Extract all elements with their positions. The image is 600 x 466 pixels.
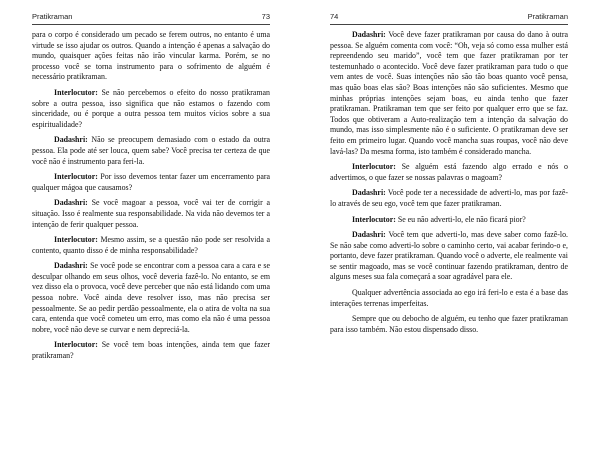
page-body (330, 30, 568, 340)
paragraph: Interlocutor: Se alguém está fazendo algo errado e nós o advertimos, o que fazer se nossas palavras o magoam? (330, 162, 568, 182)
speaker-label: Dadashri: (54, 261, 88, 271)
running-header-title: Pratikraman (527, 12, 568, 21)
paragraph: Dadashri: Se você magoar a pessoa, você vai ter de corrigir a situação. Isso é realmente sua responsabilidade. Na vida não devemos ter a intenção de ferir qualquer pessoa. (32, 198, 270, 229)
paragraph: para o corpo é considerado um pecado se ferem outros, no entanto é uma virtude se isso ajudar os outros. Quando a intenção é apenas a salvação do mundo, quaisquer ações feitas não irão vincular karma. Porém, se no processo você se torna instrumento para o sofrimento de alguém é necessário pratikraman. (32, 30, 270, 82)
header-rule (32, 24, 270, 25)
paragraph: Dadashri: Você pode ter a necessidade de adverti-lo, mas por fazê-lo através de seu ego, você tem que fazer pratikraman. (330, 188, 568, 208)
speaker-label: Interlocutor: (54, 340, 98, 350)
speaker-label: Interlocutor: (54, 172, 98, 182)
speaker-label: Interlocutor: (54, 235, 98, 245)
paragraph: Interlocutor: Se não percebemos o efeito do nosso pratikraman sobre a outra pessoa, isso significa que não estamos o fazendo com sinceridade, ou é porque a outra pessoa tem muitos vícios sobre a sua espiritualidade? (32, 87, 270, 129)
paragraph: Interlocutor: Se eu não adverti-lo, ele não ficará pior? (352, 214, 526, 224)
speaker-label: Interlocutor: (352, 162, 396, 172)
speaker-label: Dadashri: (54, 198, 88, 208)
page-number: 74 (330, 12, 339, 21)
right-page (300, 0, 600, 466)
speaker-label: Interlocutor: (54, 87, 98, 97)
header-rule (330, 24, 568, 25)
paragraph: Interlocutor: Mesmo assim, se a questão não pode ser resolvida a contento, quanto disso é de minha responsabilidade? (32, 235, 270, 255)
page-body (32, 30, 270, 367)
speaker-label: Dadashri: (352, 188, 386, 198)
paragraph: Dadashri: Você deve fazer pratikraman por causa do dano à outra pessoa. Se alguém comenta com você: “Oh, veja só como essa mulher está repreendendo seu marido”, você tem que fazer pratikraman por ter testemunhado o acontecido. Você deve fazer pratikraman para tudo o que vem antes de você. Suas intenções não são tão boas quanto você pensa, mas quão boas elas são? Boas intenções não são suficientes. Mesmo que minhas próprias intenções sejam boas, eu ainda tenho que fazer pratikraman. Pratikraman tem que ser feito por qualquer erro que se faz. Todos que obtiveram a Auto-realização tem a intenção da salvação do mundo, mas isso simplesmente não é o suficiente. O pratikraman deve ser feito em primeiro lugar. Quando você mancha suas roupas, você não deve lavá-las? Da mesma forma, isto também é considerado mancha. (330, 30, 568, 156)
running-header-title: Pratikraman (32, 12, 73, 21)
paragraph: Sempre que ou debocho de alguém, eu tenho que fazer pratikraman para isso também. Não estou dispensado disso. (330, 314, 568, 334)
paragraph: Interlocutor: Se você tem boas intenções, ainda tem que fazer pratikraman? (32, 340, 270, 361)
speaker-label: Dadashri: (352, 30, 386, 39)
speaker-label: Dadashri: (352, 230, 386, 240)
paragraph: Interlocutor: Por isso devemos tentar fazer um encerramento para qualquer mágoa que causamos? (32, 172, 270, 192)
speaker-label: Dadashri: (54, 135, 88, 145)
paragraph: Dadashri: Você tem que adverti-lo, mas deve saber como fazê-lo. Se não sabe como adverti-lo sobre o caminho certo, vai acabar ferindo-o e, portanto, deve fazer pratikraman. Quando você o adverte, ele realmente vai se sentir magoado, mas se você continuar fazendo pratikraman, dentro de alguns meses sua fala começará a soar agradável para ele. (330, 230, 568, 282)
page-number: 73 (261, 12, 270, 21)
paragraph: Dadashri: Se você pode se encontrar com a pessoa cara a cara e se desculpar olhando em seus olhos, você deveria fazê-lo. No entanto, se em vez disso ela o provoca, você deve perceber que não está lidando com uma pessoa nobre. Você ainda deve resolver isso, mas não precisa ser pessoalmente. Se ao pedir perdão pessoalmente, ela o atira de volta na sua cara, entenda que você cometeu um erro, mas como ela não é uma pessoa nobre, você não deve se curvar e nem depreciá-la. (32, 261, 270, 334)
speaker-label: Interlocutor: (352, 214, 396, 224)
paragraph: Dadashri: Não se preocupem demasiado com o estado da outra pessoa. Ela pode até ser louca, quem sabe? Você precisa ter certeza de que você não é instrumento para feri-la. (32, 135, 270, 166)
paragraph: Qualquer advertência associada ao ego irá feri-lo e esta é a base das interações terrenas imperfeitas. (330, 288, 568, 308)
